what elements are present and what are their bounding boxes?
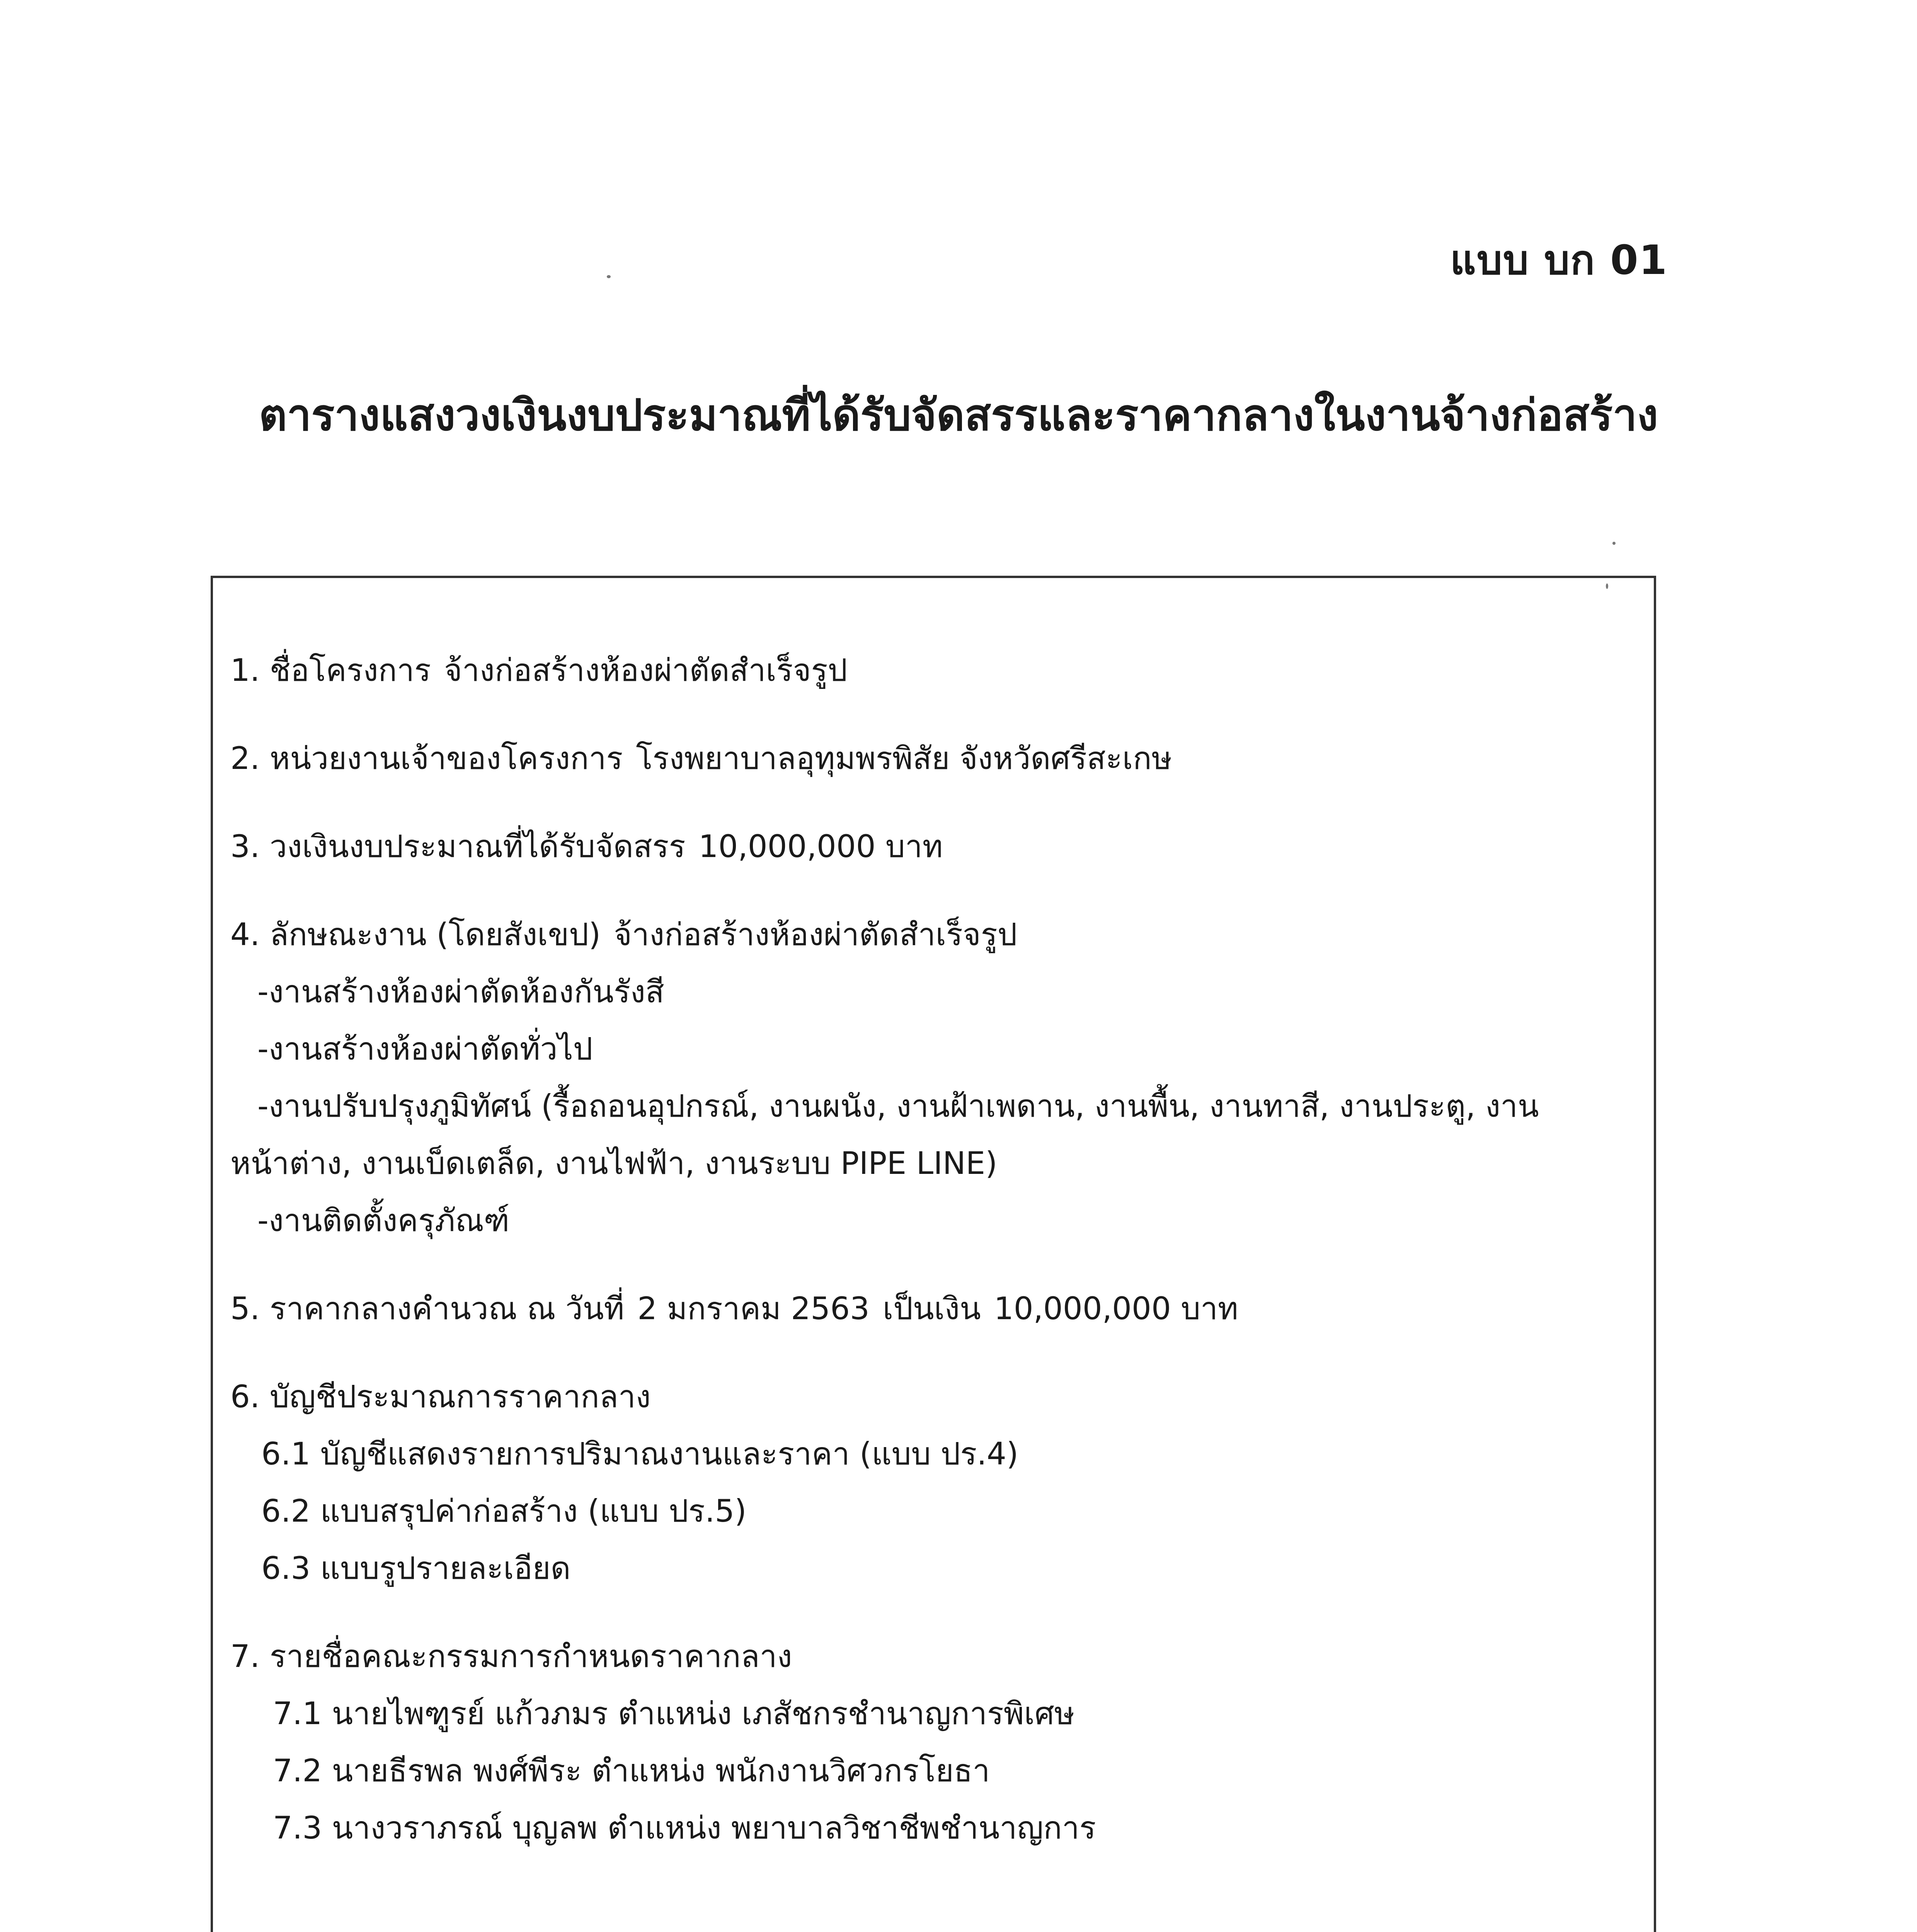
median-price-amount: 10,000,000 บาท: [994, 1291, 1238, 1327]
calculation-date: 2 มกราคม 2563: [637, 1291, 870, 1327]
item-committee: [230, 1628, 1611, 1857]
item-label: 2. หน่วยงานเจ้าของโครงการ: [230, 740, 623, 776]
item-label: 3. วงเงินงบประมาณที่ได้รับจัดสรร: [230, 828, 686, 864]
item-label: 5. ราคากลางคำนวณ ณ วันที่: [230, 1291, 625, 1327]
project-info-box: [211, 576, 1656, 1932]
work-sub-line: -งานสร้างห้องผ่าตัดห้องกันรังสี: [257, 974, 664, 1010]
item-price-estimate-list: [230, 1368, 1611, 1597]
item-budget: [230, 818, 1611, 875]
estimate-sub-line: 6.2 แบบสรุปค่าก่อสร้าง (แบบ ปร.5): [261, 1493, 747, 1529]
item-label: 7. รายชื่อคณะกรรมการกำหนดราคากลาง: [230, 1638, 792, 1674]
scan-speck: [1612, 542, 1616, 545]
item-label: 4. ลักษณะงาน (โดยสังเขป): [230, 917, 601, 952]
estimate-sub-line: 6.1 บัญชีแสดงรายการปริมาณงานและราคา (แบบ ปร.4): [261, 1436, 1019, 1472]
project-info-content: [230, 642, 1611, 1888]
item-work-description: [230, 906, 1611, 1249]
amount-label: เป็นเงิน: [882, 1291, 981, 1327]
work-sub-line: -งานติดตั้งครุภัณฑ์: [257, 1202, 510, 1238]
work-sub-line: -งานสร้างห้องผ่าตัดทั่วไป: [257, 1031, 593, 1067]
item-label: 1. ชื่อโครงการ: [230, 652, 431, 688]
form-code: แบบ บก 01: [1450, 236, 1668, 284]
estimate-sub-line: 6.3 แบบรูปรายละเอียด: [261, 1550, 571, 1586]
item-value: 10,000,000 บาท: [698, 828, 943, 864]
item-owner-agency: [230, 730, 1611, 787]
item-value: จ้างก่อสร้างห้องผ่าตัดสำเร็จรูป: [444, 652, 848, 688]
item-value: โรงพยาบาลอุทุมพรพิสัย จังหวัดศรีสะเกษ: [636, 740, 1172, 776]
document-title: ตารางแสงวงเงินงบประมาณที่ได้รับจัดสรรและราคากลางในงานจ้างก่อสร้าง: [259, 390, 1658, 440]
work-sub-line: หน้าต่าง, งานเบ็ดเตล็ด, งานไฟฟ้า, งานระบบ PIPE LINE): [230, 1145, 998, 1181]
work-sub-line: -งานปรับปรุงภูมิทัศน์ (รื้อถอนอุปกรณ์, งานผนัง, งานฝ้าเพดาน, งานพื้น, งานทาสี, งานประตู, งาน: [257, 1088, 1539, 1124]
scan-speck: [607, 275, 611, 278]
committee-member: 7.2 นายธีรพล พงศ์พีระ ตำแหน่ง พนักงานวิศวกรโยธา: [273, 1753, 990, 1789]
item-label: 6. บัญชีประมาณการราคากลาง: [230, 1379, 651, 1415]
item-project-name: [230, 642, 1611, 699]
item-median-price: [230, 1280, 1611, 1337]
committee-member: 7.3 นางวราภรณ์ บุญลพ ตำแหน่ง พยาบาลวิชาชีพชำนาญการ: [273, 1810, 1096, 1846]
committee-member: 7.1 นายไพฑูรย์ แก้วภมร ตำแหน่ง เภสัชกรชำนาญการพิเศษ: [273, 1696, 1075, 1731]
item-value: จ้างก่อสร้างห้องผ่าตัดสำเร็จรูป: [614, 917, 1017, 952]
